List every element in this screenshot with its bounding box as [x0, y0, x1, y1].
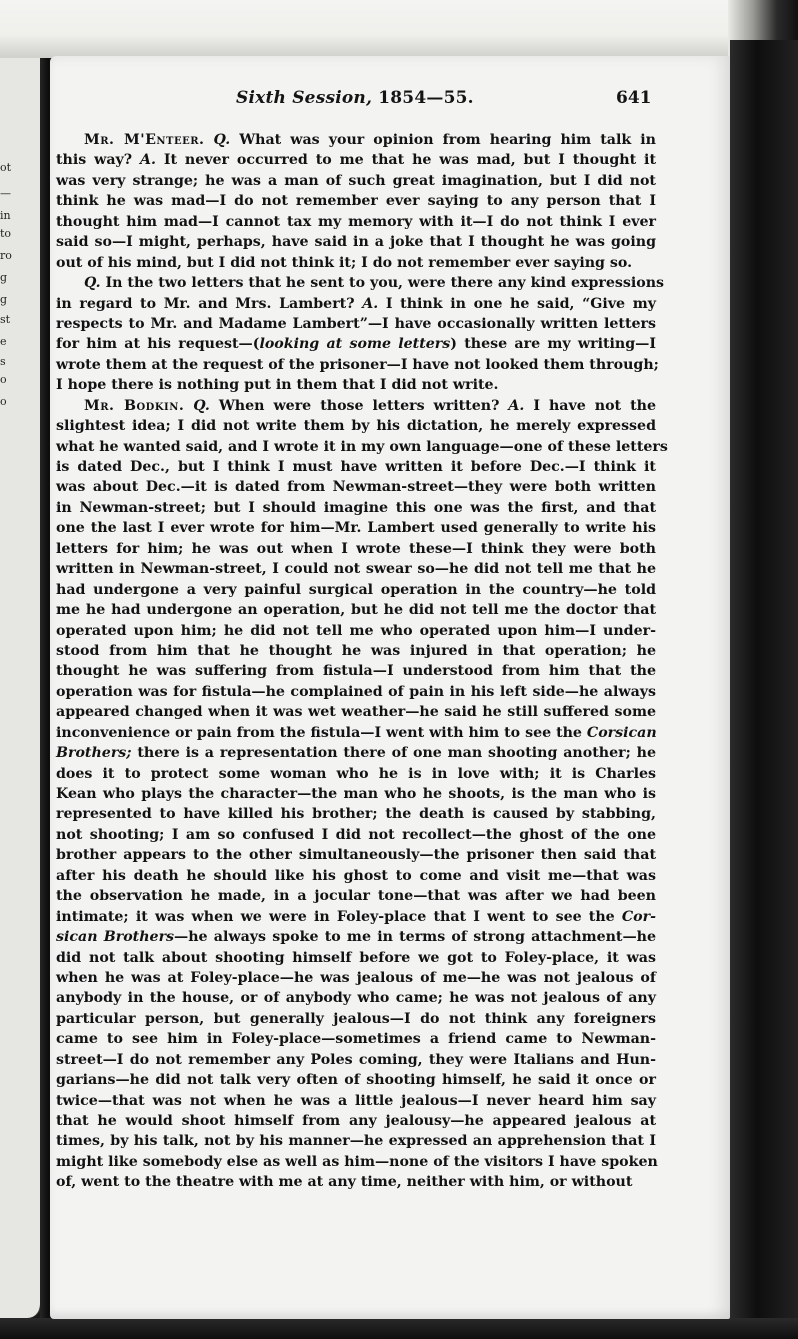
text-line: [56, 702, 656, 722]
text-run: street—I do not remember any Poles coming, they were Italians and Hun-: [56, 1051, 656, 1068]
text-line: [56, 1050, 656, 1070]
text-line: [56, 825, 656, 845]
text-line: [56, 682, 656, 702]
facing-page-fragment: g: [0, 293, 8, 306]
text-run: came to see him in Foley-place—sometimes a friend came to Newman-: [56, 1031, 656, 1048]
text-run: ) these are my writing—I: [450, 336, 656, 353]
italic-text: Cor-: [621, 908, 656, 925]
text-run: me he had undergone an operation, but he did not tell me the doctor that: [56, 602, 656, 619]
text-line: [56, 232, 656, 252]
text-run: is dated Dec., but I think I must have written it before Dec.—I think it: [56, 459, 656, 475]
text-run: when he was at Foley-place—he was jealous of me—he was not jealous of: [56, 969, 656, 986]
text-line: [56, 518, 656, 538]
text-run: I think in one he said, “Give my: [378, 295, 657, 312]
text-run: that he would shoot himself from any jealousy—he appeared jealous at: [56, 1113, 656, 1129]
text-run: does it to protect some woman who he is in love with; it is Charles: [56, 765, 656, 782]
facing-page-fragment: st: [0, 313, 11, 326]
text-line: [56, 396, 656, 416]
text-run: garians—he did not talk very often of shooting himself, he said it once or: [56, 1072, 656, 1089]
text-line: [56, 498, 656, 518]
facing-page-fragment: to: [0, 227, 12, 240]
text-run: in Newman-street; but I should imagine this one was the first, and that: [56, 499, 656, 516]
text-run: this way?: [56, 152, 140, 169]
text-line: [56, 1172, 656, 1192]
text-run: the observation he made, in a jocular tone—that was after we had been: [56, 888, 656, 905]
facing-page-fragment: ot: [0, 161, 12, 174]
text-run: twice—that was not when he was a little jealous—I never heard him say: [56, 1092, 656, 1109]
text-line: [56, 641, 656, 661]
text-run: [204, 132, 213, 148]
text-run: written in Newman-street, I could not swear so—he did not tell me that he: [56, 561, 656, 578]
italic-text: Corsican: [586, 724, 657, 741]
text-run: inconvenience or pain from the fistula—I went with him to see the: [56, 724, 587, 741]
text-run: I have not the: [524, 397, 656, 414]
text-run: stood from him that he thought he was injured in that operation; he: [56, 642, 656, 659]
text-line: [56, 621, 656, 641]
text-run: had undergone a very painful surgical operation in the country—he told: [56, 581, 656, 598]
running-head-title: Sixth Session, 1854—55.: [236, 88, 474, 108]
text-run: operated upon him; he did not tell me who operated upon him—I under-: [56, 622, 656, 639]
text-run: What was your opinion from hearing him talk in: [230, 132, 656, 148]
text-run: what he wanted said, and I wrote it in my own language—one of these letters: [56, 438, 668, 455]
text-run: think he was mad—I do not remember ever saying to any person that I: [56, 193, 656, 210]
text-line: [56, 1029, 656, 1049]
text-run: appeared changed when it was wet weather—he said he still suffered some: [56, 704, 656, 721]
text-line: [56, 253, 656, 273]
italic-text: A.: [362, 295, 379, 312]
text-run: said so—I might, perhaps, have said in a joke that I thought he was going: [56, 234, 656, 251]
text-run: [184, 398, 193, 414]
text-run: times, by his talk, not by his manner—he expressed an apprehension that I: [56, 1133, 656, 1150]
facing-page-fragment: g: [0, 271, 8, 284]
text-line: [56, 1131, 656, 1151]
transcript-body: [56, 130, 668, 1193]
facing-page-fragment: —: [0, 187, 11, 200]
italic-text: looking at some letters: [259, 336, 451, 353]
facing-page-fragment: ro: [0, 249, 12, 262]
text-line: [56, 743, 656, 763]
text-line: [56, 150, 656, 170]
text-line: [56, 191, 656, 211]
text-line: [56, 886, 656, 906]
running-head: [50, 88, 730, 112]
text-line: [56, 130, 656, 150]
text-run: wrote them at the request of the prisoner—I have not looked them through;: [56, 356, 659, 373]
text-line: [56, 1070, 656, 1090]
text-line: [56, 661, 656, 681]
italic-text: Q.: [193, 397, 210, 414]
text-run: I hope there is nothing put in them that I did not write.: [56, 377, 499, 394]
facing-page-fragment: e: [0, 335, 7, 348]
text-line: [56, 907, 656, 927]
text-run: It never occurred to me that he was mad, but I thought it: [155, 152, 656, 169]
italic-text: Q.: [213, 132, 231, 148]
text-line: [56, 375, 656, 395]
scan-right-border: [730, 40, 798, 1339]
text-line: [56, 416, 656, 436]
text-line: [56, 539, 656, 559]
text-line: [56, 927, 656, 947]
text-line: [56, 1152, 656, 1172]
text-run: represented to have killed his brother; the death is caused by stabbing,: [56, 806, 656, 823]
text-run: operation was for fistula—he complained of pain in his left side—he always: [56, 683, 656, 700]
text-run: was about Dec.—it is dated from Newman-street—they were both written: [56, 479, 656, 496]
text-line: [56, 723, 656, 743]
facing-page-fragment: o: [0, 395, 7, 408]
page-number: 641: [616, 88, 652, 108]
speaker-name: Mr. Bodkin.: [84, 397, 185, 414]
text-line: [56, 764, 656, 784]
text-line: [56, 212, 656, 232]
text-run: one the last I ever wrote for him—Mr. Lambert used generally to write his: [56, 520, 656, 537]
text-line: [56, 1009, 656, 1029]
text-run: thought him mad—I cannot tax my memory with it—I do not think I ever: [56, 213, 656, 230]
text-line: [56, 1091, 656, 1111]
text-line: [56, 1111, 656, 1131]
text-run: letters for him; he was out when I wrote these—I think they were both: [56, 540, 656, 557]
text-run: anybody in the house, or of anybody who came; he was not jealous of any: [56, 990, 656, 1007]
text-run: in regard to Mr. and Mrs. Lambert?: [56, 295, 363, 312]
text-line: [56, 866, 656, 886]
scan-top-margin: [0, 0, 798, 58]
text-line: [56, 988, 656, 1008]
text-run: of, went to the theatre with me at any time, neither with him, or without: [56, 1174, 633, 1191]
italic-text: A.: [140, 152, 156, 169]
text-run: there is a representation there of one man shooting another; he: [131, 745, 656, 762]
text-run: In the two letters that he sent to you, were there any kind expressions: [100, 275, 665, 292]
text-run: was very strange; he was a man of such great imagination, but I did not: [56, 172, 656, 189]
text-run: particular person, but generally jealous—I do not think any foreigners: [56, 1010, 656, 1027]
text-line: [56, 477, 656, 497]
text-run: did not talk about shooting himself before we got to Foley-place, it was: [56, 949, 656, 966]
italic-text: Q.: [84, 275, 101, 292]
text-run: thought he was suffering from fistula—I understood from him that the: [56, 663, 656, 680]
text-run: Kean who plays the character—the man who he shoots, is the man who is: [56, 786, 656, 802]
text-line: [56, 559, 656, 579]
facing-page-fragment: o: [0, 373, 7, 386]
scan-bottom-border: [0, 1318, 798, 1339]
speaker-name: Mr. M'Enteer.: [84, 132, 205, 148]
text-run: after his death he should like his ghost to come and visit me—that was: [56, 867, 656, 884]
book-page: [50, 56, 730, 1319]
text-run: When were those letters written?: [209, 397, 509, 414]
text-line: [56, 273, 665, 293]
text-line: [56, 294, 656, 314]
text-run: brother appears to the other simultaneously—the prisoner then said that: [56, 847, 656, 864]
facing-page-fragment: s: [0, 355, 6, 368]
text-run: not shooting; I am so confused I did not recollect—the ghost of the one: [56, 826, 656, 843]
facing-page-edge: [0, 58, 42, 1318]
text-line: [56, 968, 656, 988]
italic-text: Brothers;: [56, 745, 132, 762]
text-line: [56, 600, 656, 620]
text-line: [56, 171, 656, 191]
text-line: [56, 457, 656, 477]
text-line: [56, 804, 656, 824]
text-run: out of his mind, but I did not think it; I do not remember ever saying so.: [56, 254, 633, 271]
italic-text: sican Brothers: [56, 929, 175, 946]
text-run: slightest idea; I did not write them by his dictation, he merely expressed: [56, 418, 656, 435]
text-run: respects to Mr. and Madame Lambert”—I have occasionally written letters: [56, 315, 656, 332]
text-line: [56, 784, 656, 804]
text-line: [56, 334, 656, 354]
facing-page-fragment: in: [0, 209, 11, 222]
italic-text: A.: [508, 397, 525, 414]
text-line: [56, 580, 656, 600]
text-line: [56, 845, 656, 865]
text-line: [56, 355, 659, 375]
text-run: might like somebody else as well as him—none of the visitors I have spoken: [56, 1153, 658, 1170]
text-run: intimate; it was when we were in Foley-place that I went to see the: [56, 908, 622, 925]
text-run: for him at his request—(: [56, 336, 260, 353]
text-line: [56, 948, 656, 968]
text-line: [56, 314, 656, 334]
text-line: [56, 437, 668, 457]
text-run: —he always spoke to me in terms of strong attachment—he: [174, 929, 657, 946]
